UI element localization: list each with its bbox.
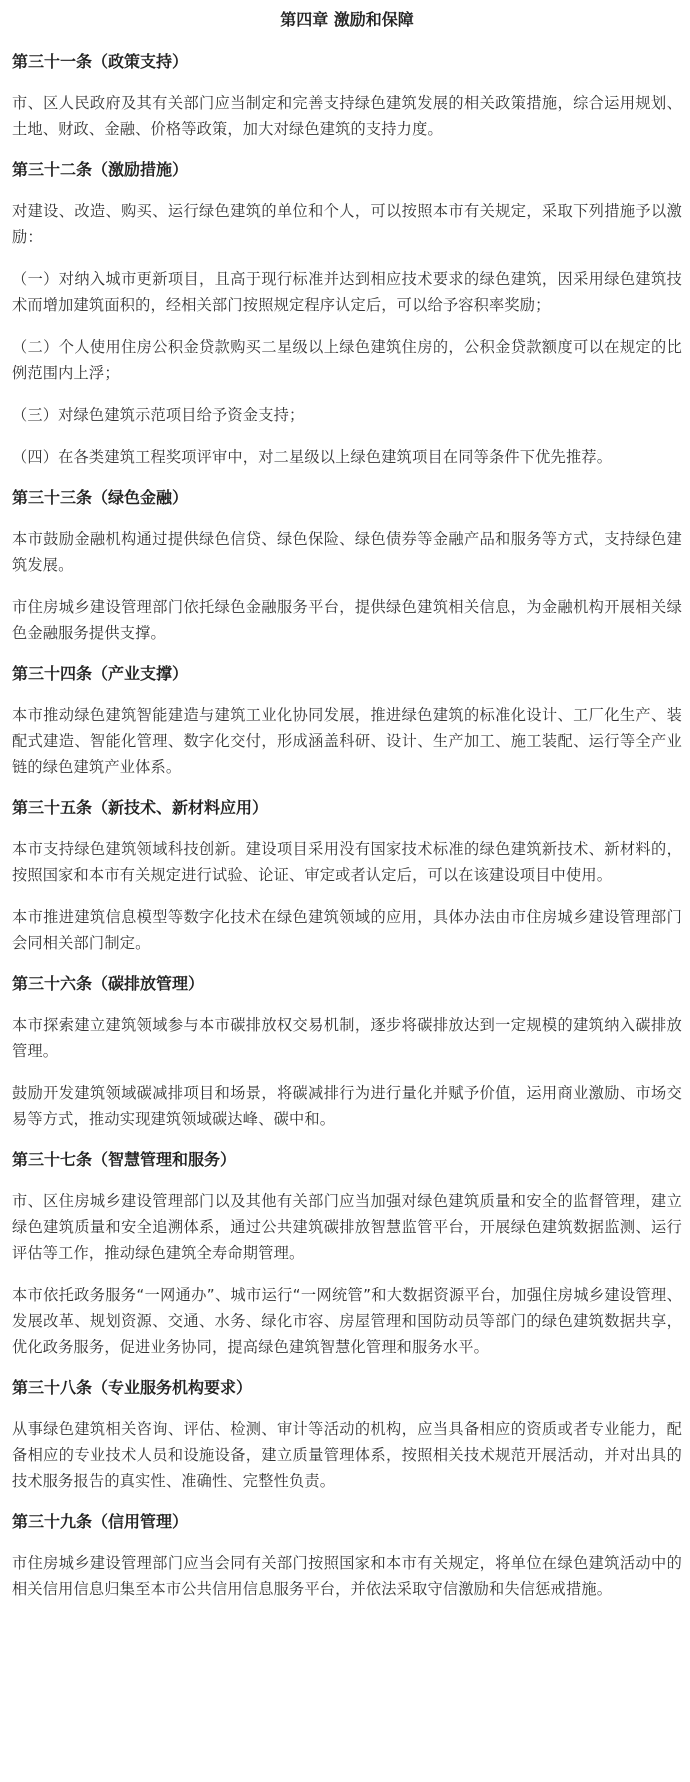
article-section [12,486,682,646]
article-heading: 第三十二条（激励措施） [12,160,189,179]
article-paragraph: （三）对绿色建筑示范项目给予资金支持； [12,406,305,424]
article-paragraph: 市、区住房城乡建设管理部门以及其他有关部门应当加强对绿色建筑质量和安全的监督管理，建立绿色建筑质量和安全追溯体系，通过公共建筑碳排放智慧监管平台，开展绿色建筑数据监测、运行评估等工作，推动绿色建筑全寿命期管理。 [12,1192,682,1262]
article-section [12,50,682,142]
article-paragraph: 本市依托政务服务“一网通办”、城市运行“一网统管”和大数据资源平台，加强住房城乡建设管理、发展改革、规划资源、交通、水务、绿化市容、房屋管理和国防动员等部门的绿色建筑数据共享，优化政务服务，促进业务协同，提高绿色建筑智慧化管理和服务水平。 [12,1286,682,1356]
article-paragraph: 本市探索建立建筑领域参与本市碳排放权交易机制，逐步将碳排放达到一定规模的建筑纳入碳排放管理。 [12,1016,682,1060]
article-paragraph: （四）在各类建筑工程奖项评审中，对二星级以上绿色建筑项目在同等条件下优先推荐。 [12,448,613,466]
article-heading: 第三十六条（碳排放管理） [12,974,205,993]
article-heading: 第三十八条（专业服务机构要求） [12,1378,253,1397]
article-paragraph: 市、区人民政府及其有关部门应当制定和完善支持绿色建筑发展的相关政策措施，综合运用规划、土地、财政、金融、价格等政策，加大对绿色建筑的支持力度。 [12,94,682,138]
article-section [12,662,682,780]
article-paragraph: 本市支持绿色建筑领域科技创新。建设项目采用没有国家技术标准的绿色建筑新技术、新材料的，按照国家和本市有关规定进行试验、论证、审定或者认定后，可以在该建设项目中使用。 [12,840,682,884]
article-paragraph: （二）个人使用住房公积金贷款购买二星级以上绿色建筑住房的，公积金贷款额度可以在规定的比例范围内上浮； [12,338,682,382]
article-section [12,1376,682,1494]
article-paragraph: 市住房城乡建设管理部门应当会同有关部门按照国家和本市有关规定，将单位在绿色建筑活动中的相关信用信息归集至本市公共信用信息服务平台，并依法采取守信激励和失信惩戒措施。 [12,1554,682,1598]
article-paragraph: 市住房城乡建设管理部门依托绿色金融服务平台，提供绿色建筑相关信息，为金融机构开展相关绿色金融服务提供支撑。 [12,598,682,642]
article-paragraph: （一）对纳入城市更新项目，且高于现行标准并达到相应技术要求的绿色建筑，因采用绿色建筑技术而增加建筑面积的，经相关部门按照规定程序认定后，可以给予容积率奖励； [12,270,682,314]
article-section [12,1510,682,1602]
article-heading: 第三十九条（信用管理） [12,1512,189,1531]
article-section [12,1148,682,1360]
article-paragraph: 本市推动绿色建筑智能建造与建筑工业化协同发展，推进绿色建筑的标准化设计、工厂化生产、装配式建造、智能化管理、数字化交付，形成涵盖科研、设计、生产加工、施工装配、运行等全产业链的绿色建筑产业体系。 [12,706,682,776]
article-heading: 第三十五条（新技术、新材料应用） [12,798,269,817]
article-paragraph: 鼓励开发建筑领域碳减排项目和场景，将碳减排行为进行量化并赋予价值，运用商业激励、市场交易等方式，推动实现建筑领域碳达峰、碳中和。 [12,1084,682,1128]
article-heading: 第三十四条（产业支撑） [12,664,189,683]
chapter-title: 第四章 激励和保障 [280,10,414,29]
article-section [12,972,682,1132]
article-heading: 第三十一条（政策支持） [12,52,189,71]
article-section [12,796,682,956]
article-section [12,158,682,470]
article-paragraph: 本市鼓励金融机构通过提供绿色信贷、绿色保险、绿色债券等金融产品和服务等方式，支持绿色建筑发展。 [12,530,682,574]
article-heading: 第三十三条（绿色金融） [12,488,189,507]
article-paragraph: 对建设、改造、购买、运行绿色建筑的单位和个人，可以按照本市有关规定，采取下列措施予以激励： [12,202,682,246]
articles-container [12,50,682,1602]
article-paragraph: 本市推进建筑信息模型等数字化技术在绿色建筑领域的应用，具体办法由市住房城乡建设管理部门会同相关部门制定。 [12,908,682,952]
article-paragraph: 从事绿色建筑相关咨询、评估、检测、审计等活动的机构，应当具备相应的资质或者专业能力，配备相应的专业技术人员和设施设备，建立质量管理体系，按照相关技术规范开展活动，并对出具的技术服务报告的真实性、准确性、完整性负责。 [12,1420,682,1490]
article-heading: 第三十七条（智慧管理和服务） [12,1150,237,1169]
